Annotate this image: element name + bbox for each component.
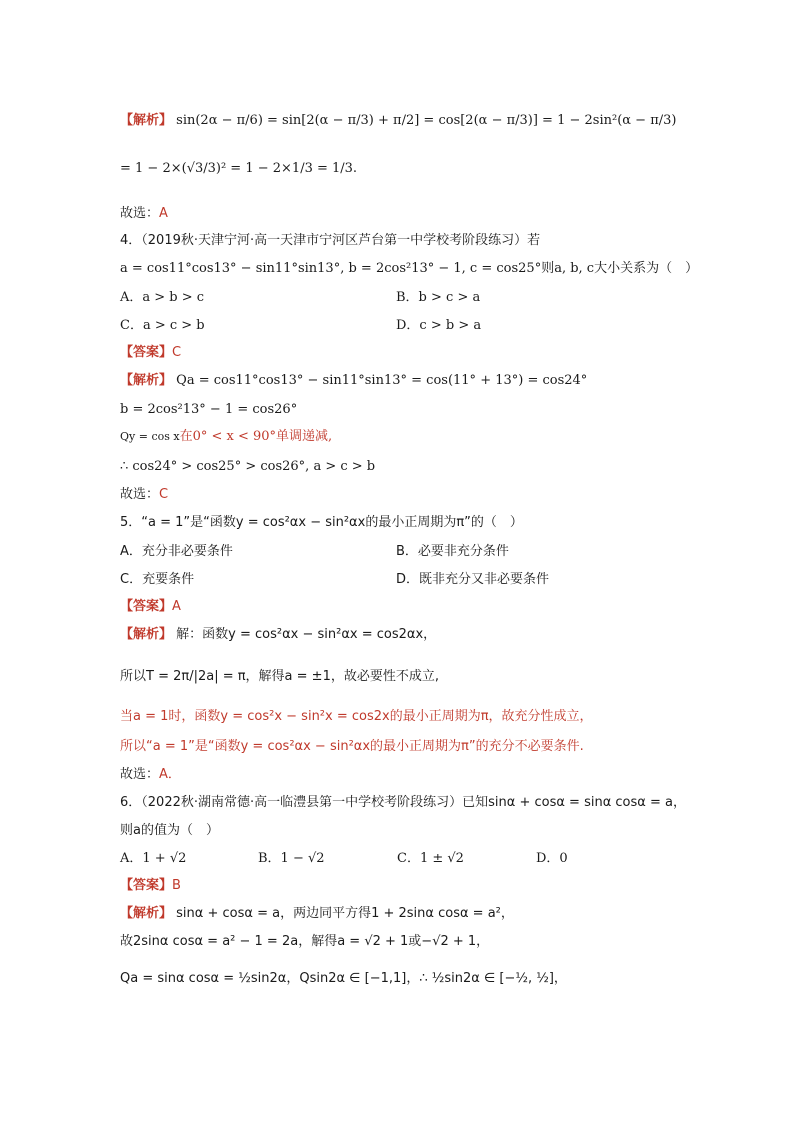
q6-stem: 6．（2022秋·湖南常德·高一临澧县第一中学校考阶段练习）已知sinα + cosα = sinα cosα = a， (120, 795, 686, 810)
q6-solution-1 (120, 905, 514, 923)
answer-value: A (172, 599, 181, 614)
solution-tag: 【解析】 (120, 627, 173, 642)
answer-tag: 【答案】 (120, 345, 173, 360)
q5-solution-4: 所以“a = 1”是“函数y = cos²αx − sin²αx的最小正周期为π”的充分不必要条件. (120, 739, 584, 754)
choice-answer: A (159, 206, 168, 221)
q4-option-a: A．a > b > c (120, 290, 205, 305)
q5-stem: 5．“a = 1”是“函数y = cos²αx − sin²αx的最小正周期为π”的（ ） (120, 515, 523, 530)
choice-label: 故选： (120, 767, 160, 782)
solution-tag: 【解析】 (120, 906, 173, 921)
q6-stem-2: 则a的值为（ ） (120, 823, 219, 838)
q4-solution-2: b = 2cos²13° − 1 = cos26° (120, 402, 298, 417)
q4-option-b: B．b > c > a (396, 290, 481, 305)
q6-option-a: A．1 + √2 (120, 851, 187, 866)
q4-stem: 4．（2019秋·天津宁河·高一天津市宁河区芦台第一中学校考阶段练习）若 (120, 233, 541, 248)
choice-line (120, 205, 168, 223)
answer-value: C (172, 345, 182, 360)
q4-math: a = cos11°cos13° − sin11°sin13°, b = 2cos²13° − 1, c = cos25°则a, b, c大小关系为（ ） (120, 261, 699, 276)
q4-option-d: D．c > b > a (396, 318, 482, 333)
solution-text: 解：函数y = cos²αx − sin²αx = cos2αx， (176, 627, 437, 642)
q4-solution-4: ∴ cos24° > cos25° > cos26°, a > c > b (120, 459, 376, 474)
solution-math: Qa = cos11°cos13° − sin11°sin13° = cos(11° + 13°) = cos24° (176, 373, 588, 388)
q6-solution-3: Qa = sinα cosα = ½sin2α，Qsin2α ∈ [−1,1]，∴ ½sin2α ∈ [−½, ½]， (120, 971, 567, 986)
q6-option-b: B．1 − √2 (258, 851, 325, 866)
q6-option-c: C．1 ± √2 (397, 851, 464, 866)
q6-answer (120, 877, 181, 895)
q4-option-c: C．a > c > b (120, 318, 205, 333)
q6-solution-2: 故2sinα cosα = a² − 1 = 2a，解得a = √2 + 1或−√2 + 1， (120, 934, 490, 949)
q5-option-d: D．既非充分又非必要条件 (396, 572, 550, 587)
solution-tag: 【解析】 (120, 373, 173, 388)
q4-answer (120, 344, 181, 362)
q5-option-c: C．充要条件 (120, 572, 195, 587)
choice-answer: C (159, 487, 169, 502)
solution-text: 在0° < x < 90°单调递减, (179, 429, 333, 444)
q4-solution-1 (120, 372, 587, 390)
q5-solution-1 (120, 626, 436, 644)
solution-tag: 【解析】 (120, 113, 173, 128)
q4-choice (120, 486, 168, 504)
solution-line-1 (120, 112, 676, 130)
q5-option-a: A．充分非必要条件 (120, 544, 233, 559)
q4-solution-3 (120, 428, 332, 446)
solution-line-2 (120, 160, 357, 178)
q5-solution-2: 所以T = 2π/|2a| = π，解得a = ±1，故必要性不成立, (120, 669, 439, 684)
choice-label: 故选： (120, 487, 160, 502)
answer-tag: 【答案】 (120, 599, 173, 614)
choice-answer: A． (159, 767, 181, 782)
answer-tag: 【答案】 (120, 878, 173, 893)
q5-choice (120, 766, 181, 784)
choice-label: 故选： (120, 206, 160, 221)
solution-text: sinα + cosα = a，两边同平方得1 + 2sinα cosα = a²， (176, 906, 514, 921)
answer-value: B (172, 878, 181, 893)
q6-option-d: D．0 (536, 851, 568, 866)
solution-math: sin(2α − π/6) = sin[2(α − π/3) + π/2] = cos[2(α − π/3)] = 1 − 2sin²(α − π/3) (176, 113, 677, 128)
q5-answer (120, 598, 181, 616)
q5-solution-3: 当a = 1时，函数y = cos²x − sin²x = cos2x的最小正周期为π，故充分性成立， (120, 709, 593, 724)
q5-option-b: B．必要非充分条件 (396, 544, 509, 559)
solution-math: Qy = cos x (120, 430, 180, 443)
solution-math: = 1 − 2×(√3/3)² = 1 − 2×1/3 = 1/3. (120, 161, 358, 176)
